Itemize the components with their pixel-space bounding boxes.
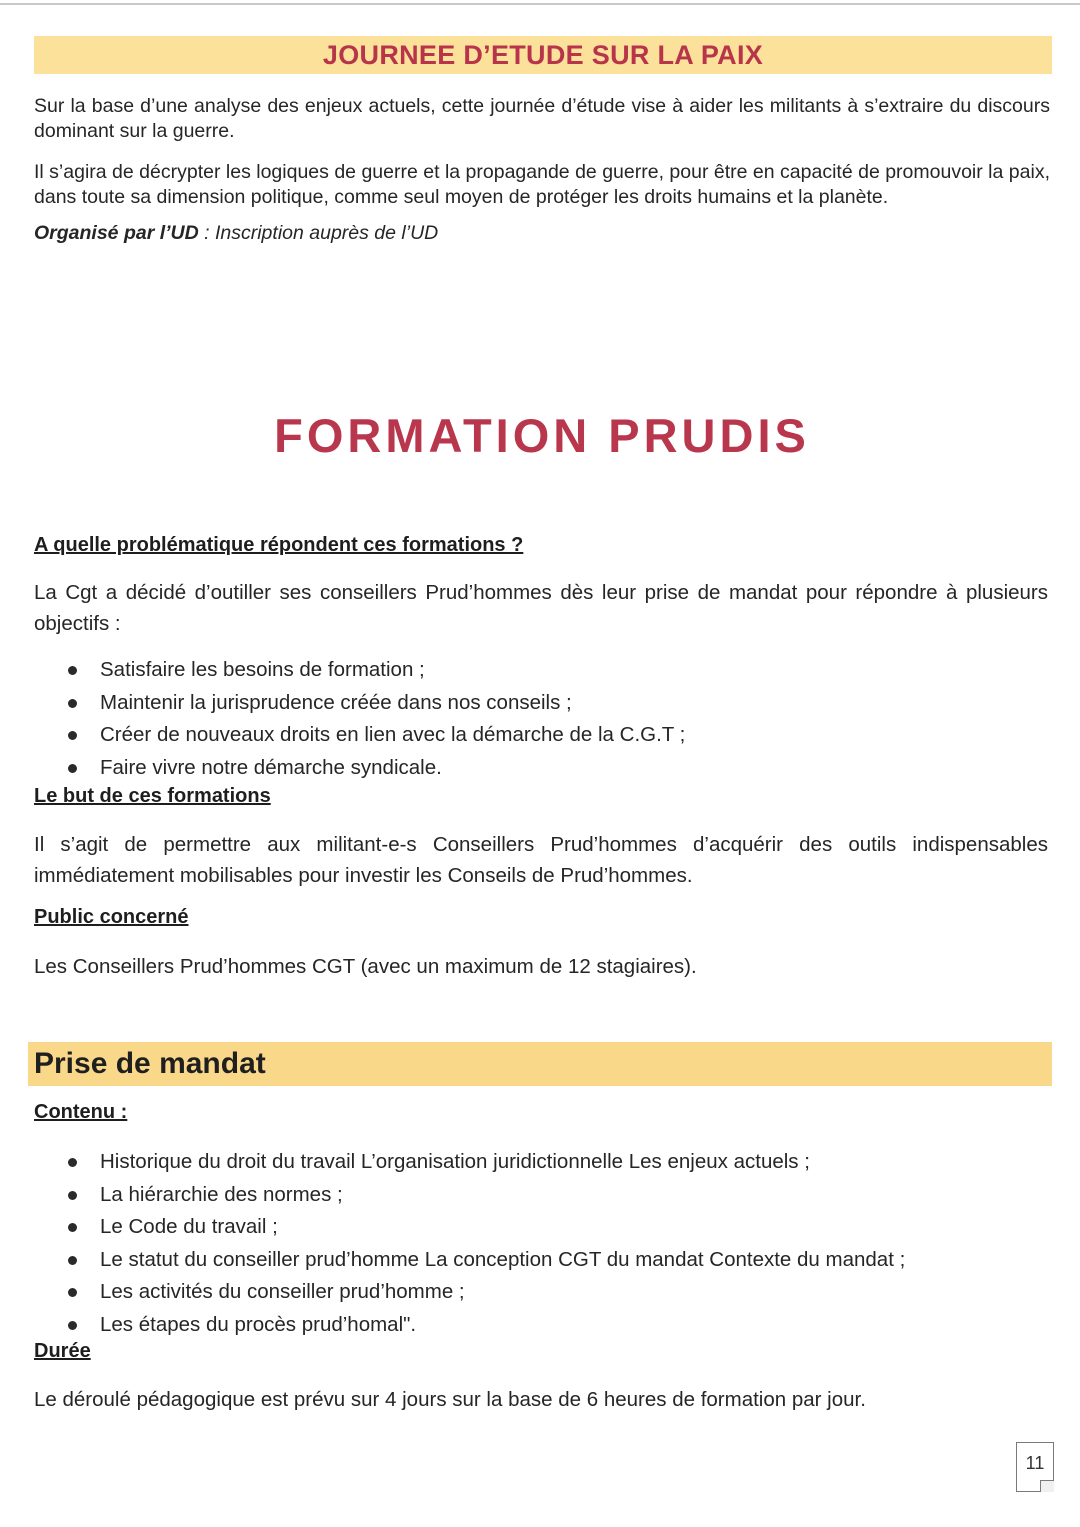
content-list xyxy=(66,1146,1026,1341)
paix-organizer-line xyxy=(34,222,438,245)
top-border-line xyxy=(0,3,1080,5)
bullet-icon xyxy=(68,1321,77,1330)
section-title-mandat: Prise de mandat xyxy=(34,1047,266,1080)
public-text: Les Conseillers Prud’hommes CGT (avec un maximum de 12 stagiaires). xyxy=(34,955,697,978)
content-heading: Contenu : xyxy=(34,1101,128,1123)
section-banner-paix xyxy=(34,36,1052,74)
bullet-icon xyxy=(68,731,77,740)
public-heading: Public concerné xyxy=(34,906,189,928)
page-number: 11 xyxy=(1025,1453,1045,1473)
goal-text: Il s’agit de permettre aux militant-e-s Conseillers Prud’hommes d’acquérir des outils indispensables immédiatement mobilisables pour investir les Conseils de Prud’hommes. xyxy=(34,833,1048,887)
problematique-text: La Cgt a décidé d’outiller ses conseillers Prud’hommes dès leur prise de mandat pour répondre à plusieurs objectifs : xyxy=(34,581,1048,635)
page-curl-icon xyxy=(1040,1480,1054,1492)
list-item: Les activités du conseiller prud’homme ; xyxy=(66,1276,1026,1309)
list-item: Créer de nouveaux droits en lien avec la démarche de la C.G.T ; xyxy=(66,719,1026,752)
objectives-list xyxy=(66,654,1026,784)
bullet-icon xyxy=(68,666,77,675)
organizer-registration: : Inscription auprès de l’UD xyxy=(198,222,439,244)
list-item: Faire vivre notre démarche syndicale. xyxy=(66,752,1026,785)
list-item: Historique du droit du travail L’organisation juridictionnelle Les enjeux actuels ; xyxy=(66,1146,1026,1179)
list-item: Les étapes du procès prud’homal". xyxy=(66,1309,1026,1342)
bullet-icon xyxy=(68,1256,77,1265)
list-item: Le Code du travail ; xyxy=(66,1211,1026,1244)
section-banner-mandat xyxy=(28,1042,1052,1086)
duration-heading: Durée xyxy=(34,1340,91,1362)
bullet-icon xyxy=(68,1288,77,1297)
problematique-heading: A quelle problématique répondent ces formations ? xyxy=(34,534,524,556)
list-item: Le statut du conseiller prud’homme La conception CGT du mandat Contexte du mandat ; xyxy=(66,1244,1026,1277)
goal-heading: Le but de ces formations xyxy=(34,785,271,807)
bullet-icon xyxy=(68,699,77,708)
paix-paragraph-2: Il s’agira de décrypter les logiques de guerre et la propagande de guerre, pour être en capacité de promouvoir la paix, dans toute sa dimension politique, comme seul moyen de protéger les droits humains et la planète. xyxy=(34,161,1050,208)
bullet-icon xyxy=(68,764,77,773)
duration-text: Le déroulé pédagogique est prévu sur 4 jours sur la base de 6 heures de formation par jour. xyxy=(34,1388,866,1411)
paix-paragraph-1: Sur la base d’une analyse des enjeux actuels, cette journée d’étude vise à aider les militants à s’extraire du discours dominant sur la guerre. xyxy=(34,95,1050,142)
bullet-icon xyxy=(68,1223,77,1232)
list-item: La hiérarchie des normes ; xyxy=(66,1179,1026,1212)
bullet-icon xyxy=(68,1191,77,1200)
list-item: Maintenir la jurisprudence créée dans nos conseils ; xyxy=(66,687,1026,720)
organizer-label: Organisé par l’UD xyxy=(34,222,199,244)
section-title-paix: JOURNEE D’ETUDE SUR LA PAIX xyxy=(322,40,764,70)
formation-prudis-title: FORMATION PRUDIS xyxy=(274,409,810,462)
list-item: Satisfaire les besoins de formation ; xyxy=(66,654,1026,687)
bullet-icon xyxy=(68,1158,77,1167)
